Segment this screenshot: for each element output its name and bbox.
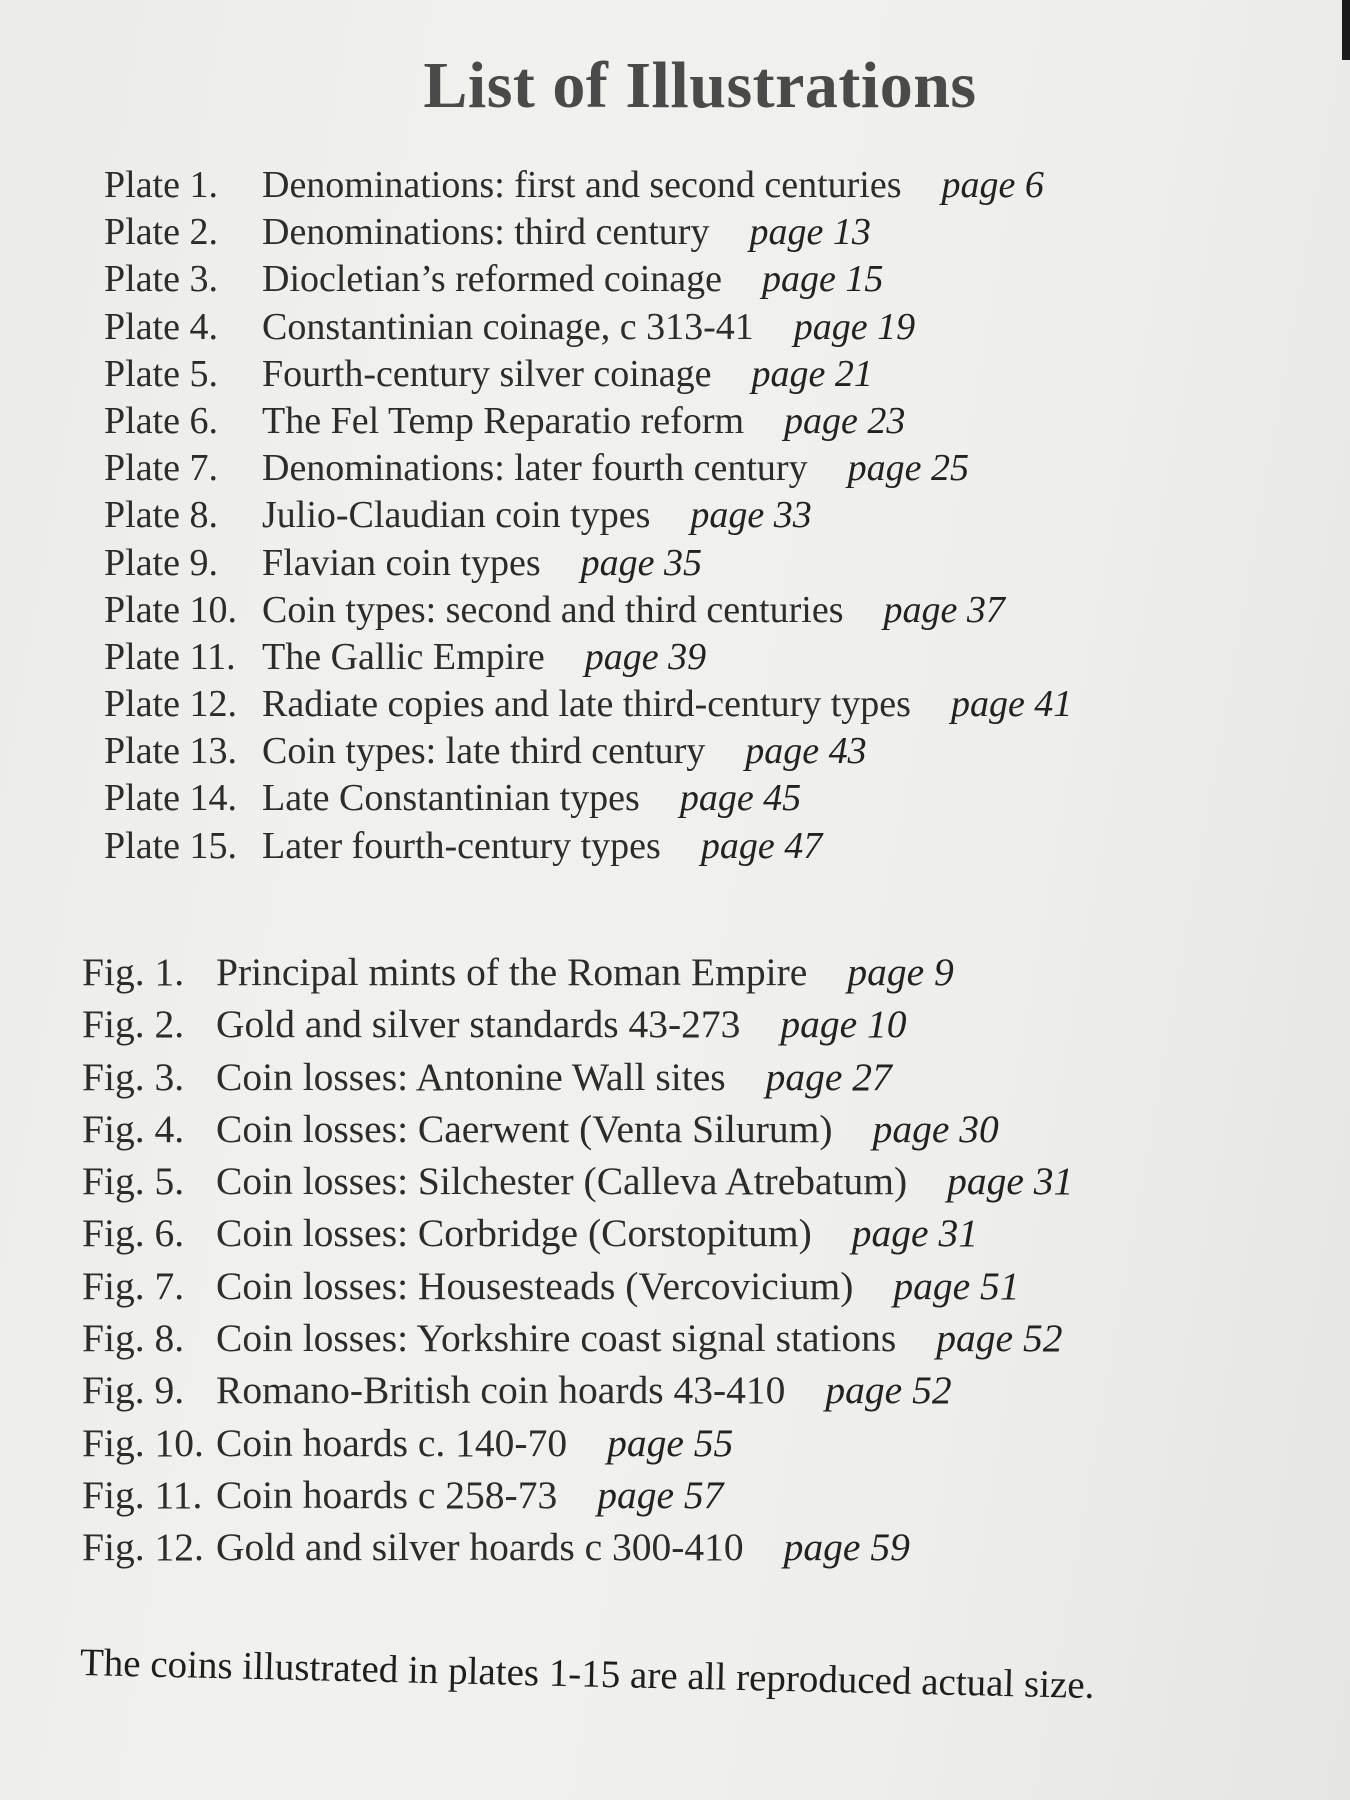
entry-number: Fig. 8.	[82, 1316, 185, 1361]
entry-number: Fig. 11.	[82, 1472, 203, 1517]
entry-number: Fig. 2.	[82, 1002, 185, 1047]
entry-number: Plate 1.	[104, 164, 218, 206]
entry-page: page 9	[847, 950, 954, 994]
size-note: The coins illustrated in plates 1-15 are all reproduced actual size.	[79, 1641, 1095, 1708]
plate-entry	[104, 351, 1072, 398]
entry-number: Plate 9.	[104, 541, 218, 584]
entry-caption: Constantinian coinage, c 313-41	[262, 305, 754, 348]
entry-number: Fig. 10.	[82, 1420, 204, 1465]
plates-list	[104, 162, 1072, 870]
entry-caption: Gold and silver standards 43-273	[216, 1002, 741, 1047]
entry-caption: Principal mints of the Roman Empire	[216, 950, 808, 994]
entry-page: page 47	[700, 824, 823, 867]
entry-number: Plate 10.	[104, 588, 237, 631]
entry-number: Plate 12.	[104, 683, 237, 726]
entry-caption: Diocletian’s reformed coinage	[262, 258, 723, 301]
entry-number: Plate 7.	[104, 447, 218, 490]
entry-caption: Denominations: third century	[262, 211, 710, 254]
entry-page: page 41	[950, 683, 1073, 726]
entry-number: Plate 2.	[104, 211, 218, 254]
entry-page: page 6	[941, 164, 1044, 206]
entry-caption: Coin losses: Yorkshire coast signal stations	[216, 1316, 897, 1361]
figure-entry	[82, 1207, 1073, 1259]
figure-entry	[82, 1417, 1073, 1469]
entry-caption: Coin types: second and third centuries	[262, 588, 844, 631]
entry-page: page 27	[765, 1054, 892, 1099]
entry-caption: Romano-British coin hoards 43-410	[216, 1368, 786, 1413]
entry-caption: Later fourth-century types	[262, 824, 661, 867]
entry-caption: Late Constantinian types	[262, 777, 640, 820]
entry-number: Fig. 12.	[82, 1525, 204, 1570]
entry-caption: The Gallic Empire	[262, 635, 545, 678]
plate-entry	[104, 304, 1072, 351]
entry-number: Plate 4.	[104, 305, 218, 348]
plate-entry	[104, 775, 1072, 822]
entry-caption: Coin losses: Silchester (Calleva Atrebatum)	[216, 1159, 908, 1204]
entry-number: Plate 11.	[104, 635, 236, 678]
entry-page: page 21	[751, 352, 873, 395]
entry-number: Plate 6.	[104, 399, 218, 442]
figure-entry	[82, 998, 1073, 1050]
entry-caption: Coin losses: Caerwent (Venta Silurum)	[216, 1106, 833, 1151]
entry-caption: The Fel Temp Reparatio reform	[262, 399, 745, 442]
entry-number: Plate 14.	[104, 777, 237, 820]
entry-caption: Flavian coin types	[262, 541, 541, 584]
entry-page: page 31	[851, 1211, 978, 1256]
entry-number: Plate 5.	[104, 352, 218, 395]
entry-number: Fig. 7.	[82, 1263, 185, 1308]
entry-caption: Coin losses: Housesteads (Vercovicium)	[216, 1263, 854, 1308]
entry-number: Fig. 5.	[82, 1159, 185, 1204]
entry-page: page 39	[584, 635, 707, 678]
plate-entry	[104, 162, 1072, 209]
entry-page: page 25	[847, 447, 969, 490]
entry-caption: Gold and silver hoards c 300-410	[216, 1525, 744, 1570]
entry-page: page 35	[580, 541, 702, 584]
figure-entry	[82, 1469, 1073, 1521]
entry-page: page 19	[793, 305, 916, 348]
entry-number: Fig. 4.	[82, 1106, 185, 1151]
entry-page: page 51	[893, 1263, 1020, 1308]
entry-number: Fig. 3.	[82, 1054, 185, 1099]
plate-entry	[104, 256, 1072, 303]
entry-page: page 52	[936, 1316, 1063, 1361]
entry-caption: Julio-Claudian coin types	[262, 494, 651, 537]
entry-number: Fig. 9.	[82, 1368, 185, 1413]
figure-entry	[82, 1103, 1073, 1155]
entry-page: page 33	[690, 494, 812, 537]
entry-number: Plate 13.	[104, 730, 237, 773]
entry-caption: Coin losses: Corbridge (Corstopitum)	[216, 1211, 812, 1256]
entry-caption: Coin hoards c 258-73	[216, 1472, 558, 1517]
entry-page: page 57	[597, 1472, 724, 1517]
plate-entry	[104, 728, 1072, 775]
entry-page: page 45	[679, 777, 802, 820]
entry-page: page 13	[749, 211, 871, 254]
entry-page: page 43	[745, 730, 867, 773]
entry-caption: Coin losses: Antonine Wall sites	[216, 1054, 726, 1099]
figure-entry	[82, 1521, 1073, 1573]
page-title: List of Illustrations	[423, 49, 977, 122]
plate-entry	[104, 445, 1072, 492]
figure-entry	[82, 946, 1073, 998]
figure-entry	[82, 1364, 1073, 1416]
entry-number: Plate 3.	[104, 258, 218, 301]
entry-page: page 23	[784, 399, 906, 442]
entry-page: page 10	[780, 1002, 907, 1047]
entry-page: page 31	[947, 1159, 1074, 1204]
entry-page: page 15	[762, 258, 884, 301]
plate-entry	[104, 492, 1072, 539]
entry-page: page 59	[783, 1525, 910, 1570]
plate-entry	[104, 681, 1072, 728]
entry-page: page 52	[825, 1368, 952, 1413]
entry-caption: Coin types: late third century	[262, 730, 706, 773]
entry-page: page 37	[883, 588, 1005, 631]
figure-entry	[82, 1155, 1073, 1207]
entry-number: Plate 15.	[104, 824, 237, 867]
figure-entry	[82, 1312, 1073, 1364]
entry-number: Plate 8.	[104, 494, 218, 537]
entry-number: Fig. 6.	[82, 1211, 185, 1256]
entry-page: page 30	[872, 1106, 999, 1151]
plate-entry	[104, 398, 1072, 445]
figures-list	[82, 946, 1073, 1574]
entry-caption: Coin hoards c. 140-70	[216, 1420, 568, 1465]
plate-entry	[104, 587, 1072, 634]
plate-entry	[104, 540, 1072, 587]
entry-caption: Radiate copies and late third-century types	[262, 683, 911, 726]
entry-page: page 55	[607, 1420, 734, 1465]
figure-entry	[82, 1051, 1073, 1103]
entry-caption: Denominations: first and second centuries	[262, 164, 902, 206]
entry-number: Fig. 1.	[82, 950, 185, 994]
figure-entry	[82, 1260, 1073, 1312]
plate-entry	[104, 634, 1072, 681]
plate-entry	[104, 823, 1072, 870]
entry-caption: Fourth-century silver coinage	[262, 352, 712, 395]
entry-caption: Denominations: later fourth century	[262, 447, 808, 490]
plate-entry	[104, 209, 1072, 256]
